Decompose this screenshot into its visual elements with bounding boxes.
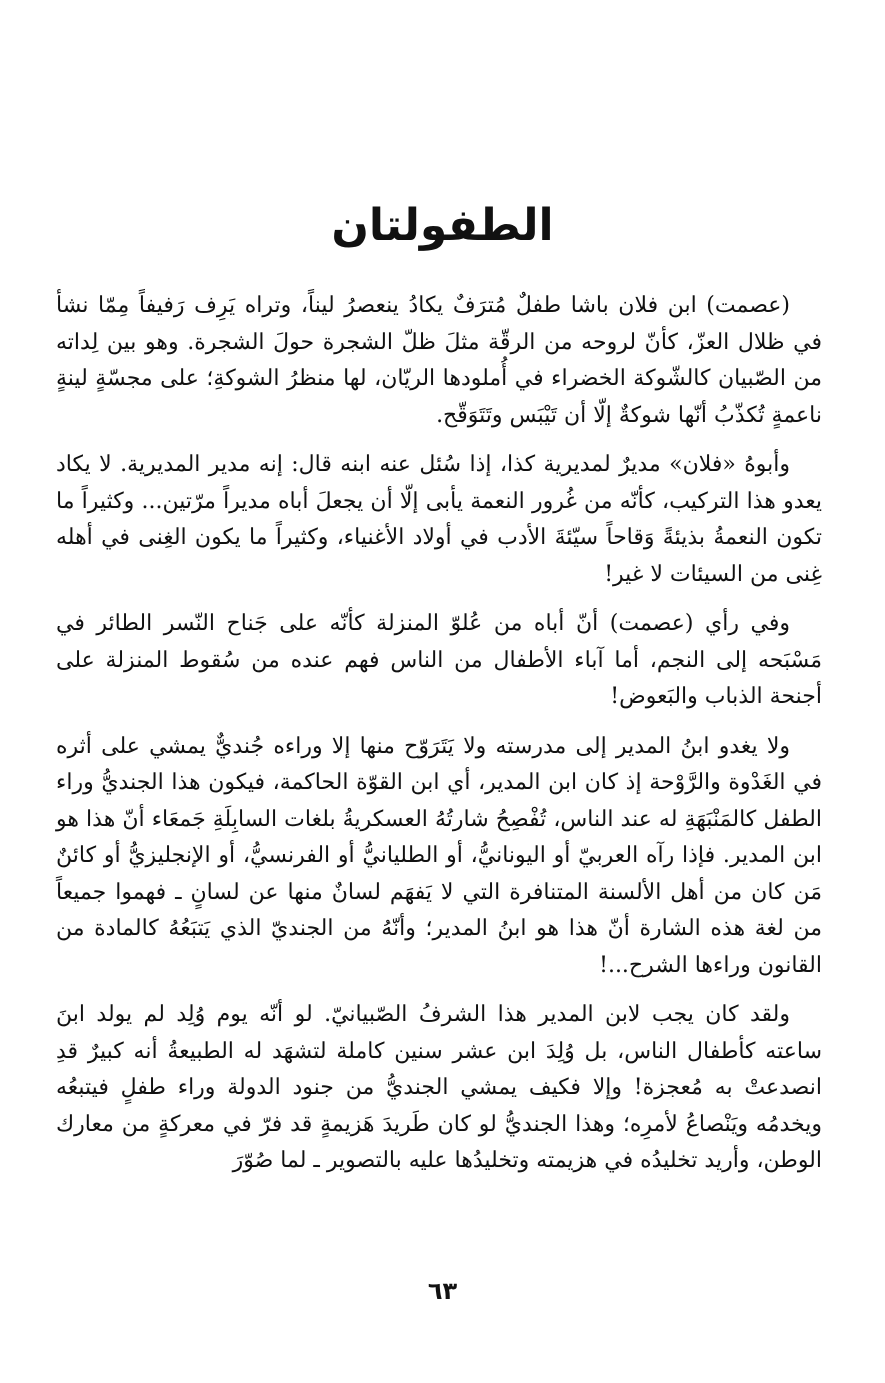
paragraph-4: ولا يغدو ابنُ المدير إلى مدرسته ولا يَتَرَوّح منها إلا وراءه جُنديٌّ يمشي على أثره في الغَدْوة والرَّوْحة إذ كان ابن المدير، أي ابن القوّة الحاكمة، فيكون هذا الجنديُّ وراء الطفل كالمَنْبَهَةِ له عند الناس، تُفْصِحُ شارتُهُ العسكريةُ بلغات السابِلَةِ جَمعَاء أنّ هذا هو ابن المدير. فإذا رآه العربيّ أو اليونانيُّ، أو الطليانيُّ أو الفرنسيُّ، أو الإنجليزيُّ أو كائنٌ مَن كان من أهل الألسنة المتنافرة التي لا يَفهَم لسانٌ منها عن لسانٍ ـ فهموا جميعاً من لغة هذه الشارة أنّ هذا هو ابنُ المدير؛ وأنّهُ من الجنديّ الذي يَتبَعُهُ كالمادة من القانون وراءها الشرح...! [56,733,822,978]
body-text [56,288,822,1193]
paragraph-5: ولقد كان يجب لابن المدير هذا الشرفُ الصّبيانيّ. لو أنّه يوم وُلِد لم يولد ابنَ ساعته كأطفال الناس، بل وُلِدَ ابن عشر سنين كاملة لتشهَد له الطبيعةُ أنه كبيرٌ قدِ انصدعتْ به مُعجزة! وإلا فكيف يمشي الجنديُّ من جنود الدولة وراء طفلٍ فيتبعُه ويخدمُه ويَنْصاعُ لأمرِه؛ وهذا الجنديُّ لو كان طَريدَ هَزيمةٍ قد فرّ في معركةٍ من معارك الوطن، وأريد تخليدُه في هزيمته وتخليدُها عليه بالتصوير ـ لما صُوّرَ [56,1002,822,1173]
paragraph-2: وأبوهُ «فلان» مديرٌ لمديرية كذا، إذا سُئل عنه ابنه قال: إنه مدير المديرية. لا يكاد يعدو هذا التركيب، كأنّه من غُرور النعمة يأبى إلّا أن يجعلَ أباه مديراً مرّتين... وكثيراً ما تكون النعمةُ بذيئةً وَقاحاً سيّئةَ الأدب في أولاد الأغنياء، وكثيراً ما يكون الغِنى في أهله غِنى من السيئات لا غير! [56,452,822,587]
paragraph-1: (عصمت) ابن فلان باشا طفلٌ مُترَفٌ يكادُ ينعصرُ ليناً، وتراه يَرِف رَفيفاً مِمّا نشأ في ظلال العزّ، كأنّ لروحه من الرقّة مثلَ ظلّ الشجرة حولَ الشجرة. وهو بين لِداته من الصّبيان كالشّوكة الخضراء في أُملودها الريّان، لها منظرُ الشوكةِ؛ على مجسّةٍ لينةٍ ناعمةٍ تُكذّبُ أنّها شوكةٌ إلّا أن تَيْبَس وتَتَوَقّح. [56,293,822,428]
page-number: ٦٣ [427,1277,458,1305]
paragraph-3: وفي رأي (عصمت) أنّ أباه من عُلوّ المنزلة كأنّه على جَناح النّسر الطائر في مَسْبَحه إلى النجم، أما آباء الأطفال من الناس فهم عنده من سُقوط المنزلة على أجنحة الذباب والبَعوض! [56,611,822,709]
chapter-title: الطفولتان [331,200,554,251]
